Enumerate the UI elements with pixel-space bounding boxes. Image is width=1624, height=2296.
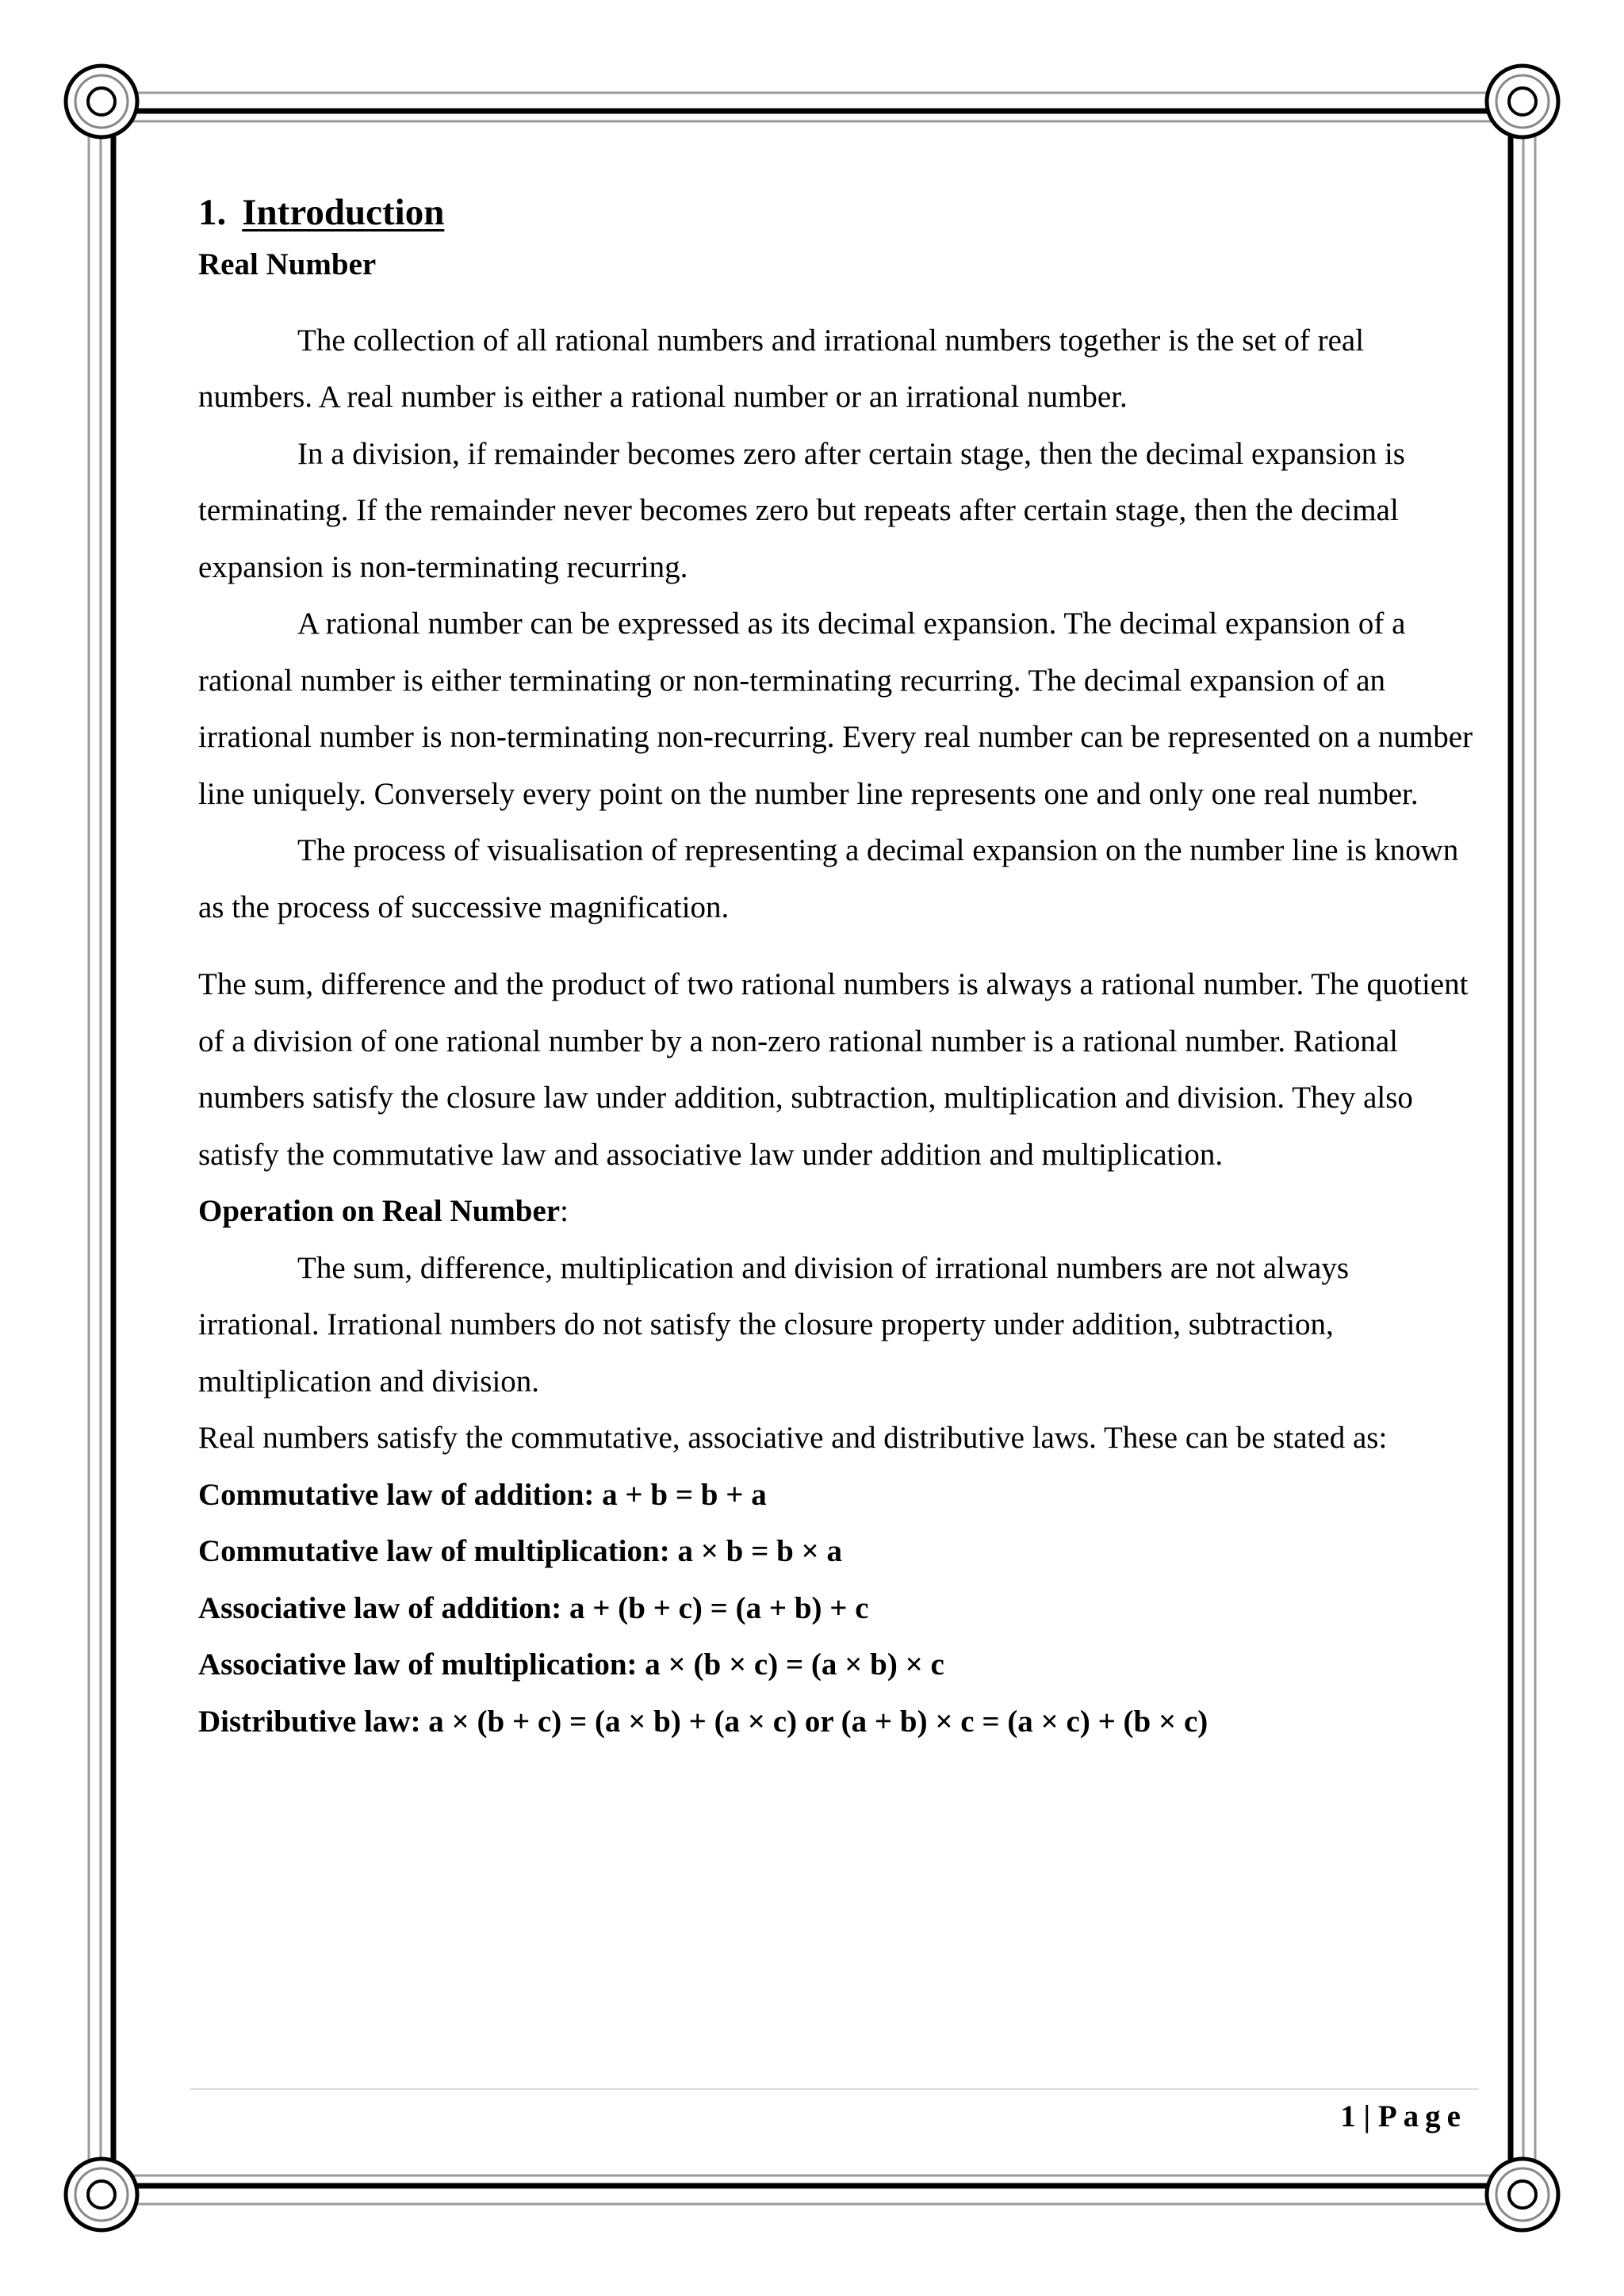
page-label: Page bbox=[1377, 2099, 1467, 2133]
paragraph-real-numbers: The collection of all rational numbers and irrational numbers together is the set of real numbers. A real number is either a rational number or an irrational number. bbox=[198, 323, 1365, 414]
law-associative-addition: Associative law of addition: a + (b + c) = (a + b) + c bbox=[198, 1590, 869, 1625]
page-number-footer bbox=[1340, 2093, 1467, 2141]
section-number: 1. bbox=[198, 192, 227, 233]
page-content bbox=[198, 189, 1475, 1750]
operation-heading-colon: : bbox=[560, 1194, 569, 1228]
paragraph-rational-closure: The sum, difference and the product of two rational numbers is always a rational number. The quotient of a division of one rational number by a non-zero rational number is a rational number. Rational numbers satisfy the closure law under addition, subtraction, multiplication and division. They also satisfy the commutative law and associative law under addition and multiplication. bbox=[198, 967, 1469, 1172]
page-number: 1 bbox=[1340, 2099, 1356, 2133]
corner-ornament-top-left bbox=[66, 66, 137, 137]
footer-divider bbox=[190, 2088, 1479, 2090]
page-separator: | bbox=[1355, 2099, 1378, 2133]
section-title: Introduction bbox=[242, 192, 445, 233]
corner-ornament-bottom-left bbox=[66, 2159, 137, 2230]
section-heading bbox=[198, 189, 1475, 236]
law-associative-multiplication: Associative law of multiplication: a × (b × c) = (a × b) × c bbox=[198, 1647, 944, 1682]
paragraph-decimal-expansion: In a division, if remainder becomes zero after certain stage, then the decimal expansion is terminating. If the remainder never becomes zero but repeats after certain stage, then the decimal expansion is non-terminating recurring. bbox=[198, 436, 1405, 584]
corner-ornament-bottom-right bbox=[1487, 2159, 1558, 2230]
corner-ornament-top-right bbox=[1487, 66, 1558, 137]
operation-heading bbox=[198, 1183, 1475, 1240]
paragraph-irrational-operations: The sum, difference, multiplication and division of irrational numbers are not always irrational. Irrational numbers do not satisfy the closure property under addition, subtraction, multiplication and division. bbox=[198, 1250, 1349, 1399]
law-commutative-multiplication: Commutative law of multiplication: a × b = b × a bbox=[198, 1534, 842, 1568]
paragraph-rational-expansion: A rational number can be expressed as its decimal expansion. The decimal expansion of a rational number is either terminating or non-terminating recurring. The decimal expansion of an irrational number is non-terminating non-recurring. Every real number can be represented on a number line uniquely. Conversely every point on the number line represents one and only one real number. bbox=[198, 607, 1473, 811]
paragraph-successive-magnification: The process of visualisation of representing a decimal expansion on the number line is known as the process of successive magnification. bbox=[198, 833, 1459, 924]
operation-heading-text: Operation on Real Number bbox=[198, 1194, 561, 1228]
paragraph-laws-intro: Real numbers satisfy the commutative, associative and distributive laws. These can be stated as: bbox=[198, 1421, 1388, 1455]
law-commutative-addition: Commutative law of addition: a + b = b + a bbox=[198, 1477, 767, 1512]
real-number-heading: Real Number bbox=[198, 247, 377, 281]
law-distributive: Distributive law: a × (b + c) = (a × b) + (a × c) or (a + b) × c = (a × c) + (b × c) bbox=[198, 1704, 1208, 1739]
